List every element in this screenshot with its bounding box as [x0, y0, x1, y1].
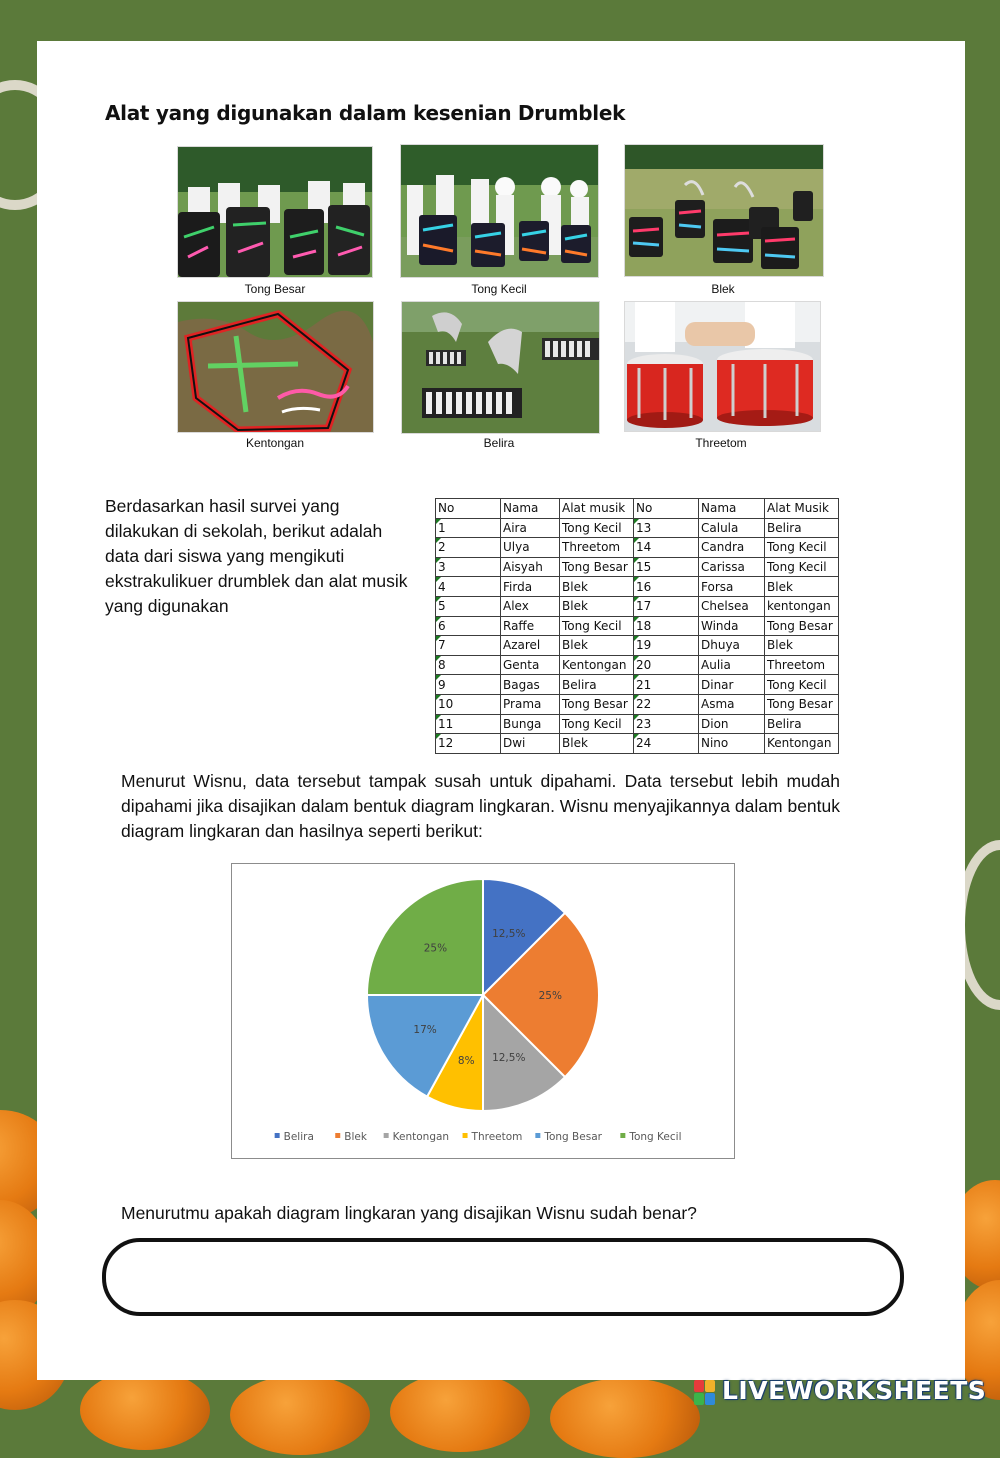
table-cell: Forsa — [699, 577, 765, 597]
table-cell: 3 — [436, 557, 501, 577]
pumpkin-decoration — [230, 1375, 370, 1455]
table-header-row — [436, 499, 839, 519]
pie-data-label: 17% — [413, 1024, 437, 1037]
table-cell: Threetom — [765, 655, 839, 675]
table-cell: Blek — [560, 596, 634, 616]
table-cell: 19 — [634, 636, 699, 656]
table-cell: Candra — [699, 538, 765, 558]
table-cell: Winda — [699, 616, 765, 636]
photo-kentongan — [177, 301, 374, 433]
table-cell: 7 — [436, 636, 501, 656]
table-cell: 13 — [634, 518, 699, 538]
table-cell: 14 — [634, 538, 699, 558]
table-cell: 17 — [634, 596, 699, 616]
table-row — [436, 538, 839, 558]
table-cell: 15 — [634, 557, 699, 577]
table-header-cell: No — [634, 499, 699, 519]
survey-table — [435, 498, 839, 754]
table-row — [436, 616, 839, 636]
legend-entry: Belira — [283, 1131, 314, 1143]
table-cell: Blek — [560, 577, 634, 597]
pie-data-label: 25% — [423, 942, 448, 955]
legend-swatch — [620, 1133, 625, 1138]
table-cell: 23 — [634, 714, 699, 734]
table-cell: Blek — [560, 636, 634, 656]
table-row — [436, 557, 839, 577]
table-cell: Chelsea — [699, 596, 765, 616]
table-cell: Tong Besar — [560, 557, 634, 577]
photo-caption: Belira — [483, 436, 515, 450]
table-cell: Blek — [560, 734, 634, 754]
table-row — [436, 675, 839, 695]
table-cell: Tong Kecil — [560, 714, 634, 734]
pie-slice-tong-kecil — [367, 879, 483, 995]
table-row — [436, 596, 839, 616]
pie-data-label: 12,5% — [492, 927, 526, 940]
legend-swatch — [463, 1133, 468, 1138]
table-cell: 4 — [436, 577, 501, 597]
table-cell: Tong Kecil — [560, 616, 634, 636]
pie-chart — [232, 864, 734, 1158]
photo-caption: Kentongan — [245, 436, 305, 450]
table-cell: 20 — [634, 655, 699, 675]
legend-swatch — [535, 1133, 540, 1138]
table-cell: Dinar — [699, 675, 765, 695]
table-cell: Kentongan — [765, 734, 839, 754]
table-cell: Azarel — [501, 636, 560, 656]
photo-tong-besar — [177, 146, 373, 278]
table-row — [436, 714, 839, 734]
table-cell: Bagas — [501, 675, 560, 695]
table-cell: Tong Besar — [765, 616, 839, 636]
table-cell: Calula — [699, 518, 765, 538]
intro-paragraph: Berdasarkan hasil survei yang dilakukan di sekolah, berikut adalah data dari siswa yang mengikuti ekstrakulikuer drumblek dan alat musik yang digunakan — [105, 496, 408, 616]
table-cell: Blek — [765, 636, 839, 656]
legend-swatch — [335, 1133, 340, 1138]
table-cell: Ulya — [501, 538, 560, 558]
table-cell: Carissa — [699, 557, 765, 577]
explanation-paragraph: Menurut Wisnu, data tersebut tampak susah untuk dipahami. Data tersebut lebih mudah dipahami jika disajikan dalam bentuk diagram lingkaran. Wisnu menyajikannya dalam bentuk diagram lingkaran dan hasilnya seperti berikut: — [121, 771, 840, 841]
table-cell: 18 — [634, 616, 699, 636]
table-cell: 10 — [436, 694, 501, 714]
photo-tong-kecil — [400, 144, 599, 278]
table-cell: Tong Besar — [560, 694, 634, 714]
table-cell: Alex — [501, 596, 560, 616]
table-header-cell: Nama — [501, 499, 560, 519]
table-row — [436, 694, 839, 714]
table-cell: kentongan — [765, 596, 839, 616]
pumpkin-decoration — [80, 1370, 210, 1450]
table-cell: 11 — [436, 714, 501, 734]
pie-data-label: 8% — [457, 1055, 475, 1068]
table-row — [436, 577, 839, 597]
photo-caption: Blek — [711, 282, 735, 296]
table-cell: 8 — [436, 655, 501, 675]
table-cell: 6 — [436, 616, 501, 636]
pie-chart-box — [231, 863, 735, 1159]
table-row — [436, 734, 839, 754]
photo-threetom — [624, 301, 821, 432]
table-cell: 24 — [634, 734, 699, 754]
table-cell: Belira — [560, 675, 634, 695]
table-header-cell: Alat musik — [560, 499, 634, 519]
liveworksheets-logo-icon — [694, 1380, 716, 1406]
question-text: Menurutmu apakah diagram lingkaran yang disajikan Wisnu sudah benar? — [121, 1203, 697, 1223]
table-cell: 5 — [436, 596, 501, 616]
pie-data-label: 25% — [538, 990, 562, 1002]
page-title: Alat yang digunakan dalam kesenian Drumblek — [105, 101, 626, 125]
table-cell: Prama — [501, 694, 560, 714]
table-cell: 12 — [436, 734, 501, 754]
table-cell: Aulia — [699, 655, 765, 675]
table-cell: Asma — [699, 694, 765, 714]
table-header-cell: No — [436, 499, 501, 519]
table-cell: Dwi — [501, 734, 560, 754]
table-cell: Tong Kecil — [765, 538, 839, 558]
photo-caption: Tong Besar — [244, 282, 306, 296]
table-cell: Genta — [501, 655, 560, 675]
table-cell: Aisyah — [501, 557, 560, 577]
table-cell: Tong Kecil — [765, 557, 839, 577]
table-cell: Belira — [765, 714, 839, 734]
table-cell: Blek — [765, 577, 839, 597]
legend-entry: Kentongan — [392, 1131, 450, 1143]
legend-entry: Threetom — [471, 1131, 523, 1143]
table-cell: Tong Kecil — [560, 518, 634, 538]
legend-swatch — [275, 1133, 280, 1138]
pumpkin-decoration — [550, 1378, 700, 1458]
photo-blek — [624, 144, 824, 277]
photo-caption: Tong Kecil — [471, 282, 527, 296]
table-row — [436, 655, 839, 675]
liveworksheets-brand: LIVEWORKSHEETS — [722, 1376, 987, 1405]
photo-caption: Threetom — [695, 436, 747, 450]
table-cell: Aira — [501, 518, 560, 538]
table-cell: Threetom — [560, 538, 634, 558]
table-cell: 21 — [634, 675, 699, 695]
pie-data-label: 12,5% — [492, 1052, 526, 1065]
table-cell: Belira — [765, 518, 839, 538]
table-cell: Tong Besar — [765, 694, 839, 714]
photo-belira — [401, 301, 600, 434]
table-cell: 2 — [436, 538, 501, 558]
legend-entry: Tong Besar — [544, 1131, 602, 1143]
legend-entry: Blek — [344, 1131, 367, 1143]
answer-input[interactable] — [102, 1238, 904, 1316]
table-cell: Firda — [501, 577, 560, 597]
table-cell: Tong Kecil — [765, 675, 839, 695]
table-cell: Bunga — [501, 714, 560, 734]
pumpkin-decoration — [390, 1372, 530, 1452]
table-cell: 16 — [634, 577, 699, 597]
table-cell: Kentongan — [560, 655, 634, 675]
table-cell: Dion — [699, 714, 765, 734]
table-cell: 9 — [436, 675, 501, 695]
table-row — [436, 518, 839, 538]
table-cell: Nino — [699, 734, 765, 754]
legend-entry: Tong Kecil — [629, 1131, 682, 1143]
legend-swatch — [384, 1133, 389, 1138]
table-cell: Dhuya — [699, 636, 765, 656]
table-header-cell: Alat Musik — [765, 499, 839, 519]
table-header-cell: Nama — [699, 499, 765, 519]
table-cell: 22 — [634, 694, 699, 714]
table-row — [436, 636, 839, 656]
table-cell: 1 — [436, 518, 501, 538]
table-cell: Raffe — [501, 616, 560, 636]
